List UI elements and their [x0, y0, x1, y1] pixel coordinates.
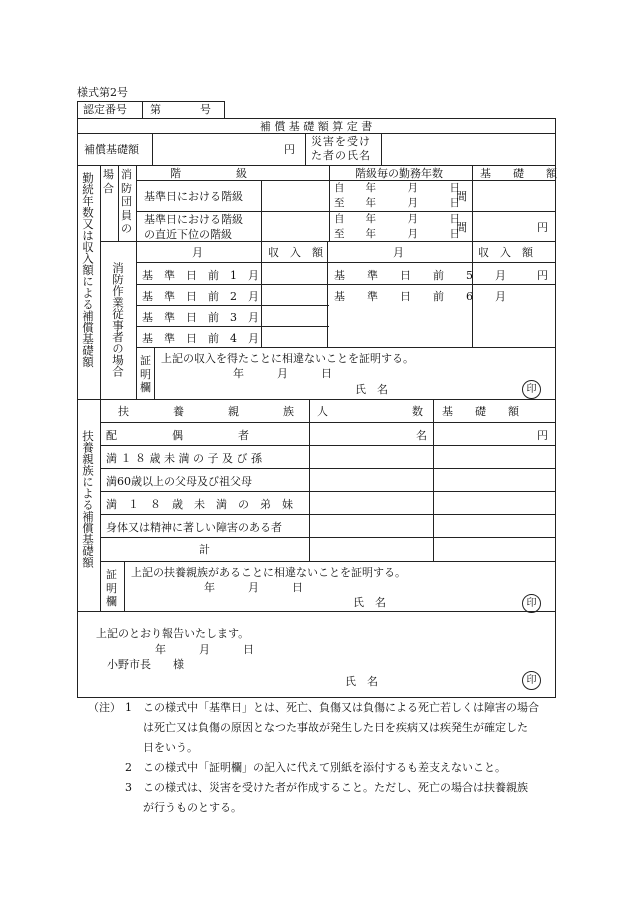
col-fuyo: 扶 養 親 族 — [118, 405, 294, 418]
cert-name-2: 氏 名 — [353, 596, 386, 609]
right-month-5: 基 準 日 前 5 月 — [334, 269, 506, 282]
kan-2: 間 — [456, 221, 467, 234]
left-month-4: 基 準 日 前 4 月 — [142, 332, 259, 345]
seal-icon-3: 印 — [522, 671, 541, 690]
fuyo-row-haigusha: 配 偶 者 — [106, 429, 249, 442]
form-title: 補 償 基 礎 額 算 定 書 — [259, 120, 373, 133]
row-kaikyu-1: 基準日における階級 — [144, 190, 243, 203]
row-kaikyu-2b: の直近下位の階級 — [144, 228, 232, 241]
report-date: 年 月 日 — [155, 643, 254, 656]
kan-1: 間 — [456, 190, 467, 203]
note-2-line-1: この様式中「証明欄」の記入に代えて別紙を添付するも差支えないこと。 — [143, 761, 506, 774]
itaru-1: 至 年 月 日 — [334, 197, 460, 209]
income-yen: 円 — [537, 269, 548, 282]
kiso-yen-1: 円 — [537, 221, 548, 234]
col-month-right: 月 — [393, 246, 404, 259]
cert-number-label: 認定番号 — [83, 103, 127, 116]
cert-text-1: 上記の収入を得たことに相違ないことを証明する。 — [161, 352, 414, 365]
fuyo-yen: 円 — [537, 429, 548, 442]
fuyo-row-total: 計 — [199, 543, 210, 556]
left-month-1: 基 準 日 前 1 月 — [142, 269, 259, 282]
col-nin: 人 — [317, 405, 328, 418]
report-text: 上記のとおり報告いたします。 — [96, 627, 250, 640]
shobo-label-2: 消防団員の — [121, 168, 132, 235]
mei-unit: 名 — [416, 429, 427, 442]
note-3-num: 3 — [125, 781, 132, 794]
left-month-3: 基 準 日 前 3 月 — [142, 311, 259, 324]
victim-name-label: 災害を受けた者の氏名 — [311, 135, 371, 162]
hosho-label: 補償基礎額 — [84, 143, 139, 156]
cert-date-2: 年 月 日 — [204, 581, 303, 594]
fuyo-row-ko: 満 １ ８ 歳 未 満 の 子 及 び 孫 — [106, 452, 262, 465]
report-mayor: 小野市長 様 — [107, 658, 184, 671]
cert-number-go: 号 — [200, 103, 211, 116]
ji-1: 自 年 月 日 — [334, 182, 460, 194]
cert-label-2: 証明欄 — [106, 568, 117, 608]
col-kiso-2: 基 礎 額 — [442, 405, 519, 418]
note-1-line-3: 日をいう。 — [143, 741, 198, 754]
note-1-line-1: この様式中「基準日」とは、死亡、負傷又は負傷による死亡若しくは障害の場合 — [143, 701, 539, 714]
cert-name-1: 氏 名 — [355, 383, 388, 396]
notes-label: （注） — [88, 701, 121, 714]
left-month-2: 基 準 日 前 2 月 — [142, 290, 259, 303]
shobo-label-1: 場合 — [103, 168, 114, 195]
itaru-2: 至 年 月 日 — [334, 228, 460, 240]
section2-label: 扶養親族による補償基礎額 — [81, 430, 95, 568]
note-3-line-1: この様式は、災害を受けた者が作成すること。ただし、死亡の場合は扶養親族 — [143, 781, 528, 794]
col-income-left: 収 入 額 — [268, 246, 323, 259]
seal-icon-2: 印 — [522, 594, 541, 613]
cert-label-1: 証明欄 — [140, 354, 151, 394]
col-income-right: 収 入 額 — [478, 246, 533, 259]
hosho-yen: 円 — [284, 143, 295, 156]
section1-label: 勤続年数又は収入額による補償基礎額 — [81, 172, 95, 368]
note-3-line-2: が行うものとする。 — [143, 801, 242, 814]
col-kinmu: 階級毎の勤務年数 — [355, 167, 443, 180]
note-1-line-2: は死亡又は負傷の原因となつた事故が発生した日を疾病又は疾発生が確定した — [143, 721, 528, 734]
fuyo-row-fubo: 満60歳以上の父母及び祖父母 — [106, 475, 252, 488]
report-name: 氏 名 — [345, 675, 378, 688]
note-2-num: 2 — [125, 761, 132, 774]
fuyo-row-shogai: 身体又は精神に著しい障害のある者 — [106, 521, 282, 534]
form-id: 様式第2号 — [77, 86, 128, 99]
sagyo-label: 消防作業従事者の場合 — [111, 262, 125, 377]
cert-text-2: 上記の扶養親族があることに相違ないことを証明する。 — [131, 566, 406, 579]
cert-number-dai: 第 — [150, 103, 161, 116]
seal-icon-1: 印 — [522, 380, 541, 399]
col-kaikyu: 階 級 — [170, 167, 247, 180]
col-month-left: 月 — [192, 246, 203, 259]
row-kaikyu-2a: 基準日における階級 — [144, 213, 243, 226]
col-kiso-1: 基 礎 額 — [480, 167, 557, 180]
cert-date-1: 年 月 日 — [233, 367, 332, 380]
ji-2: 自 年 月 日 — [334, 213, 460, 225]
right-month-6: 基 準 日 前 6 月 — [334, 290, 506, 303]
fuyo-row-teimai: 満 １ ８ 歳 未 満 の 弟 妹 — [106, 498, 293, 511]
col-su: 数 — [412, 405, 423, 418]
note-1-num: 1 — [125, 701, 132, 714]
